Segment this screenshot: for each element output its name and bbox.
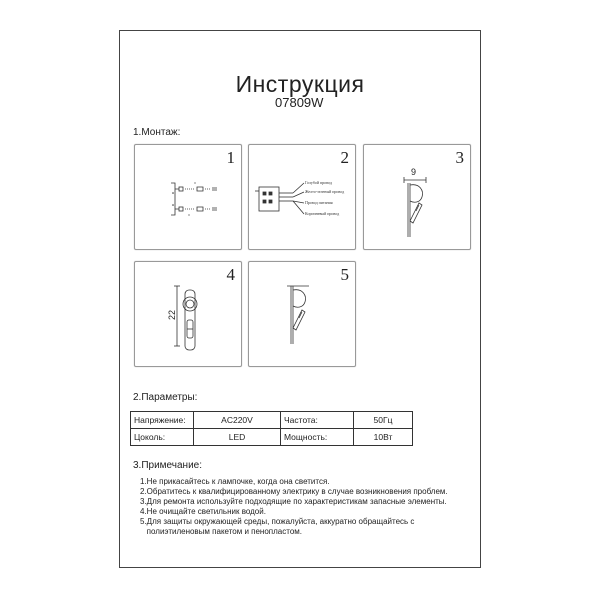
wire-label-yellow-green: Желто-зеленый провод: [305, 189, 345, 194]
list-item: 4.Не очищайте светильник водой.: [140, 507, 266, 516]
step-number: 4: [226, 265, 235, 284]
step-number: 5: [340, 265, 349, 284]
step-4-panel: [134, 261, 242, 367]
param-value: 10Вт: [354, 429, 413, 446]
list-item: полиэтиленовым пакетом и пенопластом.: [140, 527, 302, 536]
param-label: Напряжение:: [131, 412, 194, 429]
param-label: Мощность:: [281, 429, 354, 446]
notes-list: [140, 477, 448, 537]
step-3-panel: [363, 144, 471, 250]
list-item: 5.Для защиты окружающей среды, пожалуйста, аккуратно обращайтесь с: [140, 517, 415, 526]
wire-label-brown: Коричневый провод: [305, 211, 340, 216]
step-5-panel: [248, 261, 356, 367]
section-mount-heading: 1.Монтаж:: [133, 127, 181, 138]
list-item: 3.Для ремонта используйте подходящие по характеристикам запасные элементы.: [140, 497, 447, 506]
section-notes-heading: 3.Примечание:: [133, 460, 202, 471]
list-item: 1.Не прикасайтесь к лампочке, когда она светится.: [140, 477, 330, 486]
param-label: Цоколь:: [131, 429, 194, 446]
step-number: 1: [226, 148, 235, 167]
model-number: 07809W: [275, 95, 324, 110]
wiring-illustration: [249, 145, 357, 251]
instruction-sheet: [119, 30, 481, 568]
wire-label-power: Провод питания: [305, 200, 333, 205]
front-view-illustration: [135, 262, 243, 368]
wire-label-blue: Голубой провод: [305, 180, 332, 185]
table-row: [131, 429, 413, 446]
step-2-panel: [248, 144, 356, 250]
step-1-panel: [134, 144, 242, 250]
page-title: Инструкция: [235, 71, 365, 97]
param-label: Частота:: [281, 412, 354, 429]
step-number: 3: [455, 148, 464, 167]
dimension-label: 22: [167, 309, 177, 320]
list-item: 2.Обратитесь к квалифицированному электрику в случае возникновения проблем.: [140, 487, 448, 496]
table-row: [131, 412, 413, 429]
param-value: AC220V: [194, 412, 281, 429]
final-side-illustration: [249, 262, 357, 368]
param-value: LED: [194, 429, 281, 446]
section-params-heading: 2.Параметры:: [133, 392, 198, 403]
params-table: [130, 411, 413, 446]
param-value: 50Гц: [354, 412, 413, 429]
mounting-side-illustration: [364, 145, 472, 251]
dimension-label: 9: [411, 167, 417, 177]
step-number: 2: [340, 148, 349, 167]
bracket-screws-illustration: [135, 145, 243, 251]
